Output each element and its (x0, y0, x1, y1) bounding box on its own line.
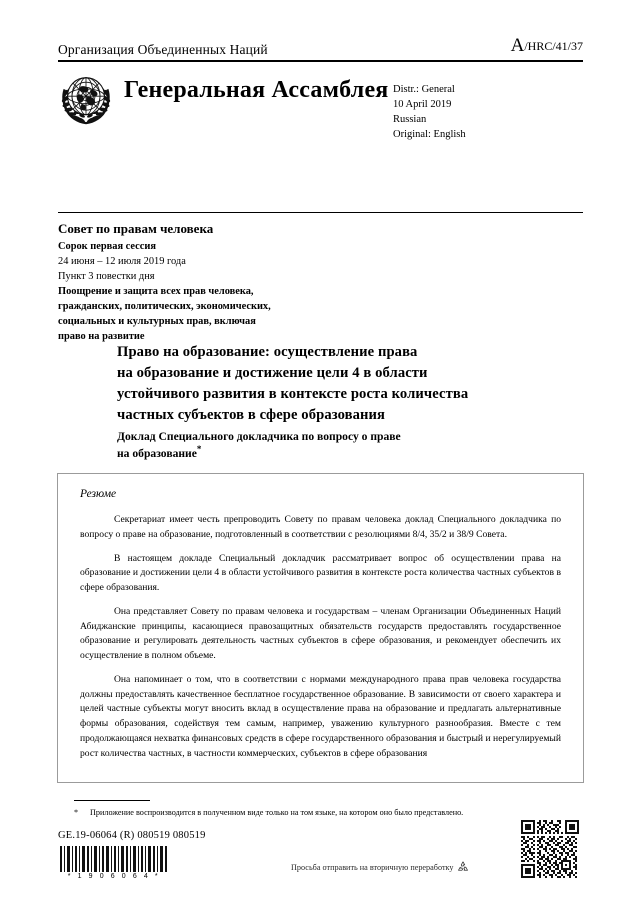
masthead-divider (58, 60, 583, 62)
recycle-icon (456, 860, 470, 874)
report-subtitle (117, 428, 557, 462)
recycle-note (291, 860, 470, 874)
session-block (58, 221, 418, 344)
document-symbol (511, 36, 583, 58)
barcode-text: * 1 9 0 6 0 6 4 * (67, 873, 161, 880)
summary-paragraph: Она напоминает о том, что в соответствии с нормами международного права прав человека государства должны предоставлять качественное бесплатное государственное образование. В зависимости от своего характера и целей частные субъекты могут вносить вклад в осуществление права на образование и предлагать альтернативные формы образования, содействуя тем самым, например, уважению культурного разнообразия. Вместе с тем продолжающаяся нехватка финансовых средств в сфере государственного образования и быстрый и нерегулируемый рост количества частных, в частности коммерческих, субъектов в сфере образования (80, 673, 561, 759)
session-dates: 24 июня – 12 июля 2019 года (58, 255, 186, 267)
document-symbol-prefix: A (510, 35, 525, 56)
masthead-body-row (58, 69, 583, 143)
report-footnote-marker: * (196, 444, 202, 455)
summary-paragraph: В настоящем докладе Специальный докладчик рассматривает вопрос об осуществлении права на образование и достижении цели 4 в области устойчивого развития в контексте роста количества частных субъектов в сфере образования. (80, 552, 561, 594)
recycle-note-text: Просьба отправить на вторичную переработку (291, 862, 454, 872)
job-number: GE.19-06064 (R) 080519 080519 (58, 830, 206, 841)
footnote-marker: * (74, 808, 79, 817)
footnote-text: Приложение воспроизводится в полученном виде только на том языке, на котором оно было представлено. (90, 808, 464, 817)
report-subtitle-line-2-text: на образование (117, 447, 197, 461)
barcode (58, 846, 170, 880)
masthead (58, 36, 583, 143)
distribution-date: 10 April 2019 (393, 98, 452, 110)
qr-code (521, 820, 579, 878)
footnote-divider (74, 800, 150, 801)
agenda-title-line-3: социальных и культурных прав, включая (58, 316, 256, 328)
agenda-title-line-4: право на развитие (58, 331, 145, 343)
body-title: Генеральная Ассамблея (124, 76, 389, 103)
summary-box (57, 473, 584, 783)
page-title-line-1: Право на образование: осуществление права (117, 344, 418, 360)
report-subtitle-line-1: Доклад Специального докладчика по вопросу о праве (117, 430, 401, 443)
distribution-type: Distr.: General (393, 83, 455, 95)
session-divider (58, 212, 583, 213)
footnote (74, 807, 544, 819)
page-title-line-3: устойчивого развития в контексте роста количества (117, 386, 469, 402)
summary-paragraph: Секретариат имеет честь препроводить Совету по правам человека доклад Специального докладчика по вопросу о праве на образование, подготовленный в соответствии с резолюциями 8/4, 35/2 и 38/9 Совета. (80, 514, 561, 540)
summary-heading: Резюме (80, 488, 117, 500)
distribution-block (393, 69, 583, 143)
report-subtitle-line-2 (117, 445, 557, 462)
session-number: Сорок первая сессия (58, 240, 156, 252)
page-title-line-4: частных субъектов в сфере образования (117, 407, 386, 423)
agenda-item: Пункт 3 повестки дня (58, 271, 155, 283)
distribution-language: Russian (393, 113, 427, 125)
un-emblem (58, 69, 120, 127)
distribution-original: Original: English (393, 128, 466, 140)
summary-content (58, 474, 583, 761)
document-symbol-suffix: /HRC/41/37 (524, 39, 583, 53)
council-name: Совет по правам человека (58, 221, 214, 236)
page-title (117, 342, 572, 426)
organization-name: Организация Объединенных Наций (58, 42, 268, 58)
page-title-line-2: на образование и достижение цели 4 в области (117, 365, 428, 381)
summary-paragraph: Она представляет Совету по правам человека и государствам – членам Организации Объединенных Наций Абиджанские принципы, касающиеся правозащитных обязательств государств предоставлять государственное образование и регулировать деятельность частных субъектов в сфере образования, и рекомендует обеспечить их осуществление в полном объеме. (80, 605, 561, 662)
agenda-title-line-2: гражданских, политических, экономических, (58, 301, 271, 313)
masthead-top-row (58, 36, 583, 60)
agenda-title-line-1: Поощрение и защита всех прав человека, (58, 286, 254, 298)
